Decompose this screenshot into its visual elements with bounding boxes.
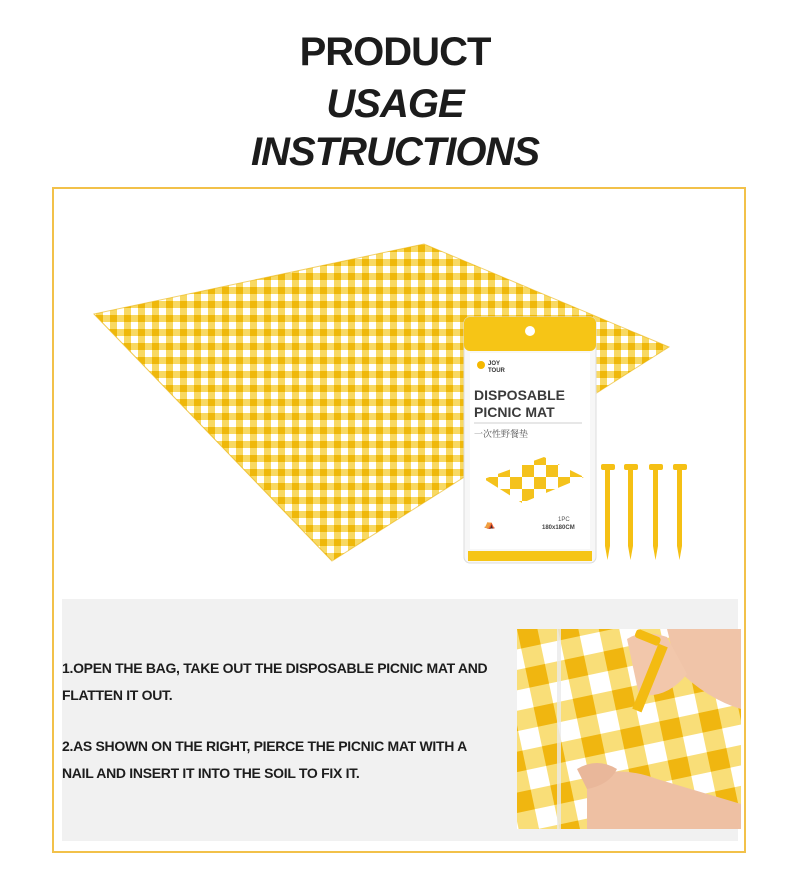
ground-stake-icon bbox=[601, 464, 687, 560]
content-frame bbox=[52, 187, 746, 853]
hand-photo bbox=[517, 629, 741, 829]
package-chinese-name: 一次性野餐垫 bbox=[474, 429, 529, 439]
instructions-panel bbox=[62, 599, 738, 841]
package-quantity: 1PC bbox=[558, 517, 570, 523]
title-instructions: INSTRUCTIONS bbox=[251, 130, 539, 174]
product-hero-image bbox=[54, 189, 744, 599]
step-2-line-1: 2.AS SHOWN ON THE RIGHT, PIERCE THE PICNIC MAT WITH A bbox=[62, 738, 467, 754]
package-brand-line1: JOY bbox=[488, 361, 501, 367]
title-usage: USAGE bbox=[326, 82, 464, 126]
step-1 bbox=[62, 655, 512, 709]
package-title-line2: PICNIC MAT bbox=[474, 404, 555, 420]
step-1-line-2: FLATTEN IT OUT. bbox=[62, 687, 173, 703]
package-brand-line2: TOUR bbox=[488, 368, 505, 374]
svg-text:⛺: ⛺ bbox=[484, 519, 496, 529]
package-title-line1: DISPOSABLE bbox=[474, 387, 566, 403]
package-size: 180x180CM bbox=[542, 525, 575, 531]
step-2 bbox=[62, 733, 512, 787]
step-1-line-1: 1.OPEN THE BAG, TAKE OUT THE DISPOSABLE PICNIC MAT AND bbox=[62, 660, 488, 676]
step-2-line-2: NAIL AND INSERT IT INTO THE SOIL TO FIX IT. bbox=[62, 765, 360, 781]
title-product: PRODUCT bbox=[299, 30, 491, 74]
package-image bbox=[464, 317, 596, 563]
